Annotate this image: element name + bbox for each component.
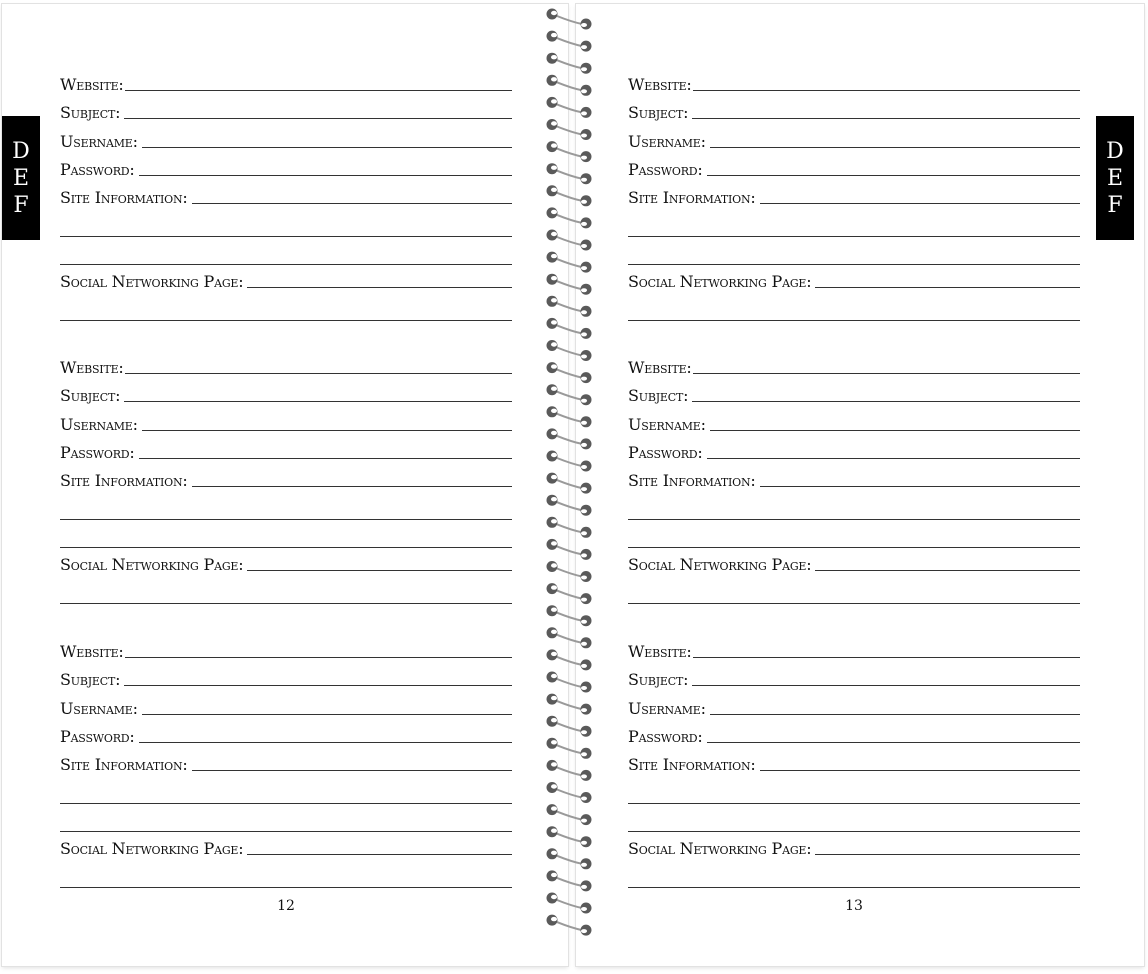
- website-row: [628, 639, 1080, 661]
- site-information-field[interactable]: [192, 203, 512, 204]
- username-field[interactable]: [142, 147, 512, 148]
- subject-row: [628, 383, 1080, 405]
- password-label: Password:: [60, 160, 135, 179]
- spiral-coil: [547, 340, 592, 361]
- subject-row: [628, 667, 1080, 689]
- subject-label: Subject:: [628, 103, 689, 122]
- subject-field[interactable]: [692, 685, 1080, 686]
- social-networking-row: [628, 836, 1080, 858]
- spiral-coil: [547, 672, 592, 693]
- site-information-label: Site Information:: [628, 755, 756, 774]
- spiral-coil: [547, 141, 592, 162]
- site-information-row: [628, 752, 1080, 774]
- password-field[interactable]: [707, 458, 1080, 459]
- password-label: Password:: [628, 443, 703, 462]
- spiral-coil: [547, 318, 592, 339]
- spiral-coil: [547, 870, 592, 891]
- site-information-line[interactable]: [628, 547, 1080, 548]
- password-row: [60, 157, 512, 179]
- subject-label: Subject:: [60, 386, 121, 405]
- password-row: [60, 724, 512, 746]
- password-row: [628, 157, 1080, 179]
- spiral-coil: [547, 694, 592, 715]
- site-information-field[interactable]: [192, 486, 512, 487]
- spiral-coil: [547, 53, 592, 74]
- site-information-line[interactable]: [628, 803, 1080, 804]
- social-networking-line[interactable]: [628, 887, 1080, 888]
- social-networking-label: Social Networking Page:: [628, 839, 812, 858]
- spiral-coil: [547, 473, 592, 494]
- site-information-line[interactable]: [60, 236, 512, 237]
- site-information-row: [60, 185, 512, 207]
- spiral-coil: [547, 185, 592, 206]
- section-tab-def[interactable]: [1096, 116, 1134, 240]
- spiral-coil: [547, 274, 592, 295]
- subject-label: Subject:: [628, 670, 689, 689]
- subject-field[interactable]: [124, 685, 512, 686]
- website-field[interactable]: [125, 657, 512, 658]
- section-tab-def[interactable]: [2, 116, 40, 240]
- site-information-field[interactable]: [760, 770, 1080, 771]
- spiral-coil: [547, 252, 592, 273]
- site-information-row: [60, 752, 512, 774]
- username-field[interactable]: [142, 430, 512, 431]
- username-label: Username:: [628, 415, 706, 434]
- website-label: Website:: [628, 75, 692, 94]
- password-field[interactable]: [139, 458, 512, 459]
- site-information-field[interactable]: [760, 203, 1080, 204]
- subject-label: Subject:: [60, 103, 121, 122]
- username-field[interactable]: [710, 147, 1080, 148]
- social-networking-label: Social Networking Page:: [628, 272, 812, 291]
- website-row: [60, 355, 512, 377]
- username-label: Username:: [628, 699, 706, 718]
- spiral-coil: [547, 627, 592, 648]
- site-information-label: Site Information:: [628, 188, 756, 207]
- subject-field[interactable]: [692, 118, 1080, 119]
- entry-block: [60, 4, 512, 291]
- social-networking-field[interactable]: [815, 854, 1080, 855]
- spiral-coil: [547, 428, 592, 449]
- password-row: [628, 724, 1080, 746]
- social-networking-label: Social Networking Page:: [628, 555, 812, 574]
- password-label: Password:: [628, 727, 703, 746]
- username-row: [628, 129, 1080, 151]
- site-information-row: [628, 468, 1080, 490]
- entry-block: [628, 571, 1080, 858]
- spiral-coil: [547, 760, 592, 781]
- website-label: Website:: [60, 358, 124, 377]
- website-label: Website:: [60, 75, 124, 94]
- subject-field[interactable]: [692, 401, 1080, 402]
- username-field[interactable]: [710, 430, 1080, 431]
- spiral-coil: [547, 495, 592, 516]
- site-information-label: Site Information:: [60, 755, 188, 774]
- subject-label: Subject:: [60, 670, 121, 689]
- username-row: [628, 412, 1080, 434]
- spiral-coil: [547, 451, 592, 472]
- tab-letter: D: [1106, 138, 1124, 164]
- subject-row: [60, 383, 512, 405]
- spiral-coil: [547, 406, 592, 427]
- page-number: 12: [277, 898, 295, 914]
- username-label: Username:: [628, 132, 706, 151]
- password-label: Password:: [60, 727, 135, 746]
- spiral-coil: [547, 119, 592, 140]
- subject-field[interactable]: [124, 401, 512, 402]
- website-row: [60, 639, 512, 661]
- spiral-coil: [547, 207, 592, 228]
- username-field[interactable]: [142, 714, 512, 715]
- site-information-line[interactable]: [628, 519, 1080, 520]
- password-field[interactable]: [139, 742, 512, 743]
- password-row: [628, 440, 1080, 462]
- entry-block: [628, 4, 1080, 291]
- website-row: [628, 72, 1080, 94]
- website-field[interactable]: [693, 657, 1080, 658]
- page-number: 13: [845, 898, 863, 914]
- spiral-coil: [547, 163, 592, 184]
- password-field[interactable]: [707, 742, 1080, 743]
- tab-letter: E: [12, 165, 30, 191]
- site-information-label: Site Information:: [60, 188, 188, 207]
- spiral-coil: [547, 362, 592, 383]
- spiral-coil: [547, 31, 592, 52]
- entry-block: [628, 287, 1080, 574]
- website-field[interactable]: [693, 373, 1080, 374]
- subject-field[interactable]: [124, 118, 512, 119]
- spiral-coil: [547, 517, 592, 538]
- spiral-coil: [547, 75, 592, 96]
- password-row: [60, 440, 512, 462]
- site-information-line[interactable]: [60, 547, 512, 548]
- tab-letter: F: [13, 192, 29, 218]
- social-networking-line[interactable]: [60, 887, 512, 888]
- spiral-coil: [547, 716, 592, 737]
- website-field[interactable]: [693, 90, 1080, 91]
- website-row: [628, 355, 1080, 377]
- website-label: Website:: [628, 642, 692, 661]
- subject-row: [628, 100, 1080, 122]
- username-label: Username:: [60, 415, 138, 434]
- website-field[interactable]: [125, 373, 512, 374]
- site-information-line[interactable]: [628, 264, 1080, 265]
- social-networking-label: Social Networking Page:: [60, 839, 244, 858]
- spiral-coil: [547, 561, 592, 582]
- website-label: Website:: [628, 358, 692, 377]
- spiral-binding: [530, 0, 620, 974]
- username-row: [628, 696, 1080, 718]
- tab-letter: D: [12, 138, 30, 164]
- site-information-line[interactable]: [60, 831, 512, 832]
- username-row: [60, 129, 512, 151]
- site-information-label: Site Information:: [628, 471, 756, 490]
- social-networking-label: Social Networking Page:: [60, 555, 244, 574]
- subject-row: [60, 667, 512, 689]
- spiral-coil: [547, 9, 592, 30]
- site-information-field[interactable]: [192, 770, 512, 771]
- spiral-coil: [547, 738, 592, 759]
- tab-letter: F: [1107, 192, 1123, 218]
- subject-row: [60, 100, 512, 122]
- tab-letter: E: [1106, 165, 1124, 191]
- social-networking-row: [60, 836, 512, 858]
- site-information-row: [628, 185, 1080, 207]
- spiral-coil: [547, 384, 592, 405]
- spiral-coil: [547, 649, 592, 670]
- spiral-coil: [547, 804, 592, 825]
- spiral-coil: [547, 539, 592, 560]
- right-page: [576, 4, 1144, 966]
- username-label: Username:: [60, 699, 138, 718]
- spiral-coil: [547, 826, 592, 847]
- social-networking-label: Social Networking Page:: [60, 272, 244, 291]
- site-information-label: Site Information:: [60, 471, 188, 490]
- site-information-line[interactable]: [60, 519, 512, 520]
- username-row: [60, 696, 512, 718]
- password-label: Password:: [60, 443, 135, 462]
- subject-label: Subject:: [628, 386, 689, 405]
- spiral-coil: [547, 296, 592, 317]
- website-label: Website:: [60, 642, 124, 661]
- spiral-coil: [547, 605, 592, 626]
- spiral-coil: [547, 782, 592, 803]
- social-networking-field[interactable]: [247, 854, 512, 855]
- password-field[interactable]: [139, 175, 512, 176]
- site-information-line[interactable]: [628, 236, 1080, 237]
- entry-block: [60, 287, 512, 574]
- password-field[interactable]: [707, 175, 1080, 176]
- spiral-coil: [547, 230, 592, 251]
- website-row: [60, 72, 512, 94]
- spiral-coil: [547, 893, 592, 914]
- username-field[interactable]: [710, 714, 1080, 715]
- username-label: Username:: [60, 132, 138, 151]
- spiral-coil: [547, 848, 592, 869]
- entry-block: [60, 571, 512, 858]
- site-information-line[interactable]: [60, 264, 512, 265]
- spiral-coil: [547, 97, 592, 118]
- username-row: [60, 412, 512, 434]
- spiral-coil: [547, 915, 592, 936]
- site-information-line[interactable]: [628, 831, 1080, 832]
- spiral-coil: [547, 583, 592, 604]
- left-page: [2, 4, 568, 966]
- site-information-row: [60, 468, 512, 490]
- site-information-line[interactable]: [60, 803, 512, 804]
- site-information-field[interactable]: [760, 486, 1080, 487]
- password-label: Password:: [628, 160, 703, 179]
- website-field[interactable]: [125, 90, 512, 91]
